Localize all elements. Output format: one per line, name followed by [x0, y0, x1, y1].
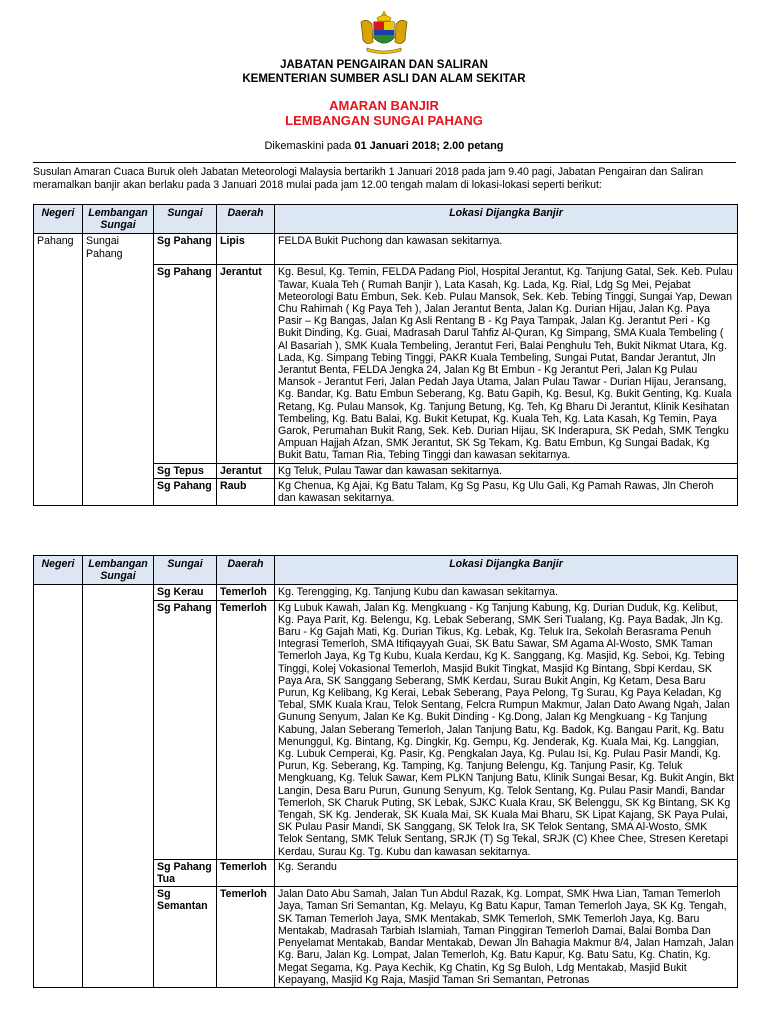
- sungai-cell: Sg Pahang: [154, 234, 217, 265]
- col-lembangan: Lembangan Sungai: [83, 205, 154, 234]
- intro-paragraph: Susulan Amaran Cuaca Buruk oleh Jabatan Meteorologi Malaysia bertarikh 1 Januari 2018 pada jam 9.40 pagi, Jabatan Pengairan dan Saliran meramalkan banjir akan berlaku pada 3 Januari 2018 mulai pada jam 12.00 tengah malam di lokasi-lokasi seperti berikut:: [33, 166, 704, 191]
- daerah-cell: Temerloh: [217, 600, 275, 859]
- col-daerah: Daerah: [217, 205, 275, 234]
- table-row: [34, 234, 738, 265]
- sungai-cell: Sg Pahang: [154, 600, 217, 859]
- table-header-row: [34, 205, 738, 234]
- sungai-cell: Sg Pahang: [154, 265, 217, 463]
- updated-value: 01 Januari 2018; 2.00 petang: [354, 140, 504, 152]
- col-sungai: Sungai: [154, 205, 217, 234]
- updated-prefix: Dikemaskini pada: [264, 140, 355, 152]
- sungai-cell: Sg Kerau: [154, 585, 217, 600]
- col-daerah: Daerah: [217, 556, 275, 585]
- org-line-2: KEMENTERIAN SUMBER ASLI DAN ALAM SEKITAR: [242, 73, 526, 85]
- col-sungai: Sungai: [154, 556, 217, 585]
- lokasi-cell: Kg Lubuk Kawah, Jalan Kg. Mengkuang - Kg Tanjung Kabung, Kg. Durian Duduk, Kg. Kelibut, Kg. Paya Parit, Kg. Belengu, Kg. Lebak Seberang, SMK Seri Tualang, Kg. Paya Badak, Jln Kg. Baru - Kg Gajah Mati, Kg. Durian Tikus, Kg. Lebak, Kg. Teluk Ira, Sekolah Berasrama Penuh Integrasi Temerloh, SMA Itifiqayyah Guai, SK Batu Sawar, SM Agama Al-Wosto, SMK Taman Temerloh Jaya, Kg Tg Kubu, Kuala Kerdau, Kg K. Sanggang, Kg. Masjid, Kg. Seboi, Kg. Tebing Tinggi, Kolej Vokasional Temerloh, Masjid Bukit Tingkat, Masjid Kg Bintang, Sbpi Kerdau, SK Paya Ara, SK Sanggang Seberang, SMK Kerdau, Surau Bukit Angin, Kg Ketam, Desa Baru Purun, Kg Kelibang, Kg Kerai, Lebak Seberang, Paya Pelong, Tg Surau, Kg Paya Keladan, Kg Tebal, SMK Kuala Krau, Telok Sentang, Felcra Rumpun Makmur, Jalan Dato Awang Ngah, Jalan Gunung Senyum, Jalan Ke Kg. Bukit Dinding - Kg.Dong, Jalan Kg Mengkuang - Kg Tanjung Kabung, Jalan Seberang Temerloh, Jalan Tanjung Batu, Kg. Badok, Kg. Bangau Parit, Kg. Batu Menunggul, Kg. Bintang, Kg. Dingkir, Kg. Gempu, Kg. Jenderak, Kg. Kuala Mai, Kg. Langgian, Kg. Lubuk Cemperai, Kg. Pasir, Kg. Pengkalan Jaya, Kg. Pulau Isi, Kg. Pulau Pasir Mandi, Kg. Purun, Kg. Seberang, Kg. Tamping, Kg. Tanjung Belengu, Kg. Tanjung Pasir, Kg. Teluk Mengkuang, Kg. Teluk Sawar, Kem PLKN Tanjung Batu, Klinik Sungai Besar, Kg. Bukit Angin, Bkt Langin, Desa Baru Purun, Gunung Senyum, Kg. Telok Sentang, Kg. Pulau Pasir Mandi, Bandar Temerloh, SK Charuk Puting, SK Lebak, SJKC Kuala Krau, SK Belenggu, SK Kg Bintang, SK Kg Tengah, SK Kg. Jenderak, SK Kuala Mai, SK Kuala Mai Bharu, SK Lipat Kajang, SK Paya Pulai, SK Pulau Pasir Mandi, SK Sanggang, SK Telok Ira, SK Telok Sentang, SMA Al-Wosto, SMK Telok Sentang, SMK Teluk Sentang, SRJK (T) Sg Tekal, SRJK (C) Khee Chee, Stresen Keretapi Kerdau, Surau Kg. Tg. Kubu dan kawasan sekitarnya.: [275, 600, 738, 859]
- table-header-row: [34, 556, 738, 585]
- sungai-cell: Sg Semantan: [154, 887, 217, 988]
- daerah-cell: Temerloh: [217, 887, 275, 988]
- daerah-cell: Jerantut: [217, 463, 275, 478]
- title-line-1: AMARAN BANJIR: [329, 98, 439, 113]
- col-lokasi: Lokasi Dijangka Banjir: [275, 205, 738, 234]
- daerah-cell: Raub: [217, 478, 275, 505]
- col-lokasi: Lokasi Dijangka Banjir: [275, 556, 738, 585]
- daerah-cell: Jerantut: [217, 265, 275, 463]
- negeri-cell: [34, 585, 83, 988]
- jata-negara-crest-icon: [355, 8, 413, 56]
- lembangan-cell: [83, 585, 154, 988]
- negeri-cell: Pahang: [34, 234, 83, 506]
- lokasi-cell: Kg. Terengging, Kg. Tanjung Kubu dan kawasan sekitarnya.: [275, 585, 738, 600]
- flood-table-2: [33, 555, 738, 988]
- lokasi-cell: Kg Chenua, Kg Ajai, Kg Batu Talam, Kg Sg Pasu, Kg Ulu Gali, Kg Pamah Rawas, Jln Cheroh dan kawasan sekitarnya.: [275, 478, 738, 505]
- lembangan-cell: Sungai Pahang: [83, 234, 154, 506]
- sungai-cell: Sg Pahang Tua: [154, 859, 217, 886]
- flood-table-1: [33, 204, 738, 506]
- daerah-cell: Lipis: [217, 234, 275, 265]
- updated-line: [0, 140, 768, 152]
- lokasi-cell: Kg Teluk, Pulau Tawar dan kawasan sekitarnya.: [275, 463, 738, 478]
- col-negeri: Negeri: [34, 205, 83, 234]
- lokasi-cell: Kg. Serandu: [275, 859, 738, 886]
- table-row: [34, 585, 738, 600]
- org-line-1: JABATAN PENGAIRAN DAN SALIRAN: [280, 59, 488, 71]
- lokasi-cell: FELDA Bukit Puchong dan kawasan sekitarnya.: [275, 234, 738, 265]
- daerah-cell: Temerloh: [217, 859, 275, 886]
- sungai-cell: Sg Tepus: [154, 463, 217, 478]
- divider: [33, 162, 736, 163]
- col-negeri: Negeri: [34, 556, 83, 585]
- col-lembangan: Lembangan Sungai: [83, 556, 154, 585]
- sungai-cell: Sg Pahang: [154, 478, 217, 505]
- title-line-2: LEMBANGAN SUNGAI PAHANG: [285, 113, 483, 128]
- lokasi-cell: Jalan Dato Abu Samah, Jalan Tun Abdul Razak, Kg. Lompat, SMK Hwa Lian, Taman Temerloh Jaya, Taman Sri Semantan, Kg. Melayu, Kg Batu Kapur, Taman Temerloh Jaya, SK Kg. Tengah, SK Taman Temerloh Jaya, SMK Mentakab, SMK Temerloh, SMK Temerloh Jaya, Kg. Baru Mentakab, Madrasah Tarbiah Islamiah, Taman Pinggiran Temerloh Damai, Balai Bomba Dan Penyelamat Mentakab, Bandar Mentakab, Dewan Jln Bahagia Makmur 8/4, Jalan Hamzah, Jalan Kg. Baru, Jalan Kg. Lompat, Jalan Temerloh, Kg. Batu Kapur, Kg. Batu Satu, Kg. Chatin, Kg. Megat Segama, Kg. Paya Kechik, Kg Chatin, Kg Sg Buloh, Ldg Mentakab, Masjid Bukit Kepayang, Masjid Kg Raja, Masjid Taman Sri Semantan, Petronas: [275, 887, 738, 988]
- daerah-cell: Temerloh: [217, 585, 275, 600]
- lokasi-cell: Kg. Besul, Kg. Temin, FELDA Padang Piol, Hospital Jerantut, Kg. Tanjung Gatal, Sek. Keb. Pulau Tawar, Kuala Teh ( Rumah Banjir ), Lata Kasah, Kg. Lada, Kg. Rial, Ldg Sg Mei, Pejabat Meteorologi Batu Embun, Sek. Keb. Pulau Mansok, Sek. Keb. Tebing Tinggi, Sungai Yap, Dewan Chu Rahimah ( Kg Paya Teh ), Jalan Jerantut Benta, Jalan Kg. Durian Hijau, Jalan Kg. Paya Pasir – Kg Bangas, Jalan Kg Asli Rentang B - Kg Paya Tampak, Jalan Kg. Jerantut Peri - Kg Bukit Dinding, Kg. Guai, Madrasah Darul Tahfiz Al-Quran, Kg Simpang, SMA Kuala Tembeling ( Al Basariah ), SMK Kuala Tembeling, Jerantut Feri, Balai Penghulu Teh, Bukit Nikmat Utara, Kg. Lada, Kg. Simpang Tebing Tinggi, PAKR Kuala Tembeling, Sungai Putat, Bandar Jerantut, Jln Jerantut Benta, FELDA Jengka 24, Jalan Kg Bt Embun - Kg Jerantut Peri, Jalan Kg Pulau Mansok - Jerantut Feri, Jalan Pedah Jaya Utama, Jalan Pulau Tawar - Durian Hijau, Jeransang, Kg. Bandar, Kg. Batu Embun Seberang, Kg. Batu Gapih, Kg. Besul, Kg. Bukit Genting, Kg. Kuala Retang, Kg. Pulau Mansok, Kg. Tanjung Betung, Kg. Teh, Kg Bharu Di Jerantut, Klinik Kesihatan Tembeling, Kg. Batu Balai, Kg. Bukit Ketupat, Kg. Kuala Teh, Kg. Lata Kasah, Kg Temin, Paya Garok, Perumahan Bukit Rang, Sek. Keb. Durian Hijau, SK Inderapura, SK Pedah, SMK Tengku Ampuan Hajjah Afzan, SMK Jerantut, SK Sg Tekam, Kg. Batu Embun, Kg Sungai Badak, Kg Bukit Batu, Taman Ria, Tebing Tinggi dan kawasan sekitarnya.: [275, 265, 738, 463]
